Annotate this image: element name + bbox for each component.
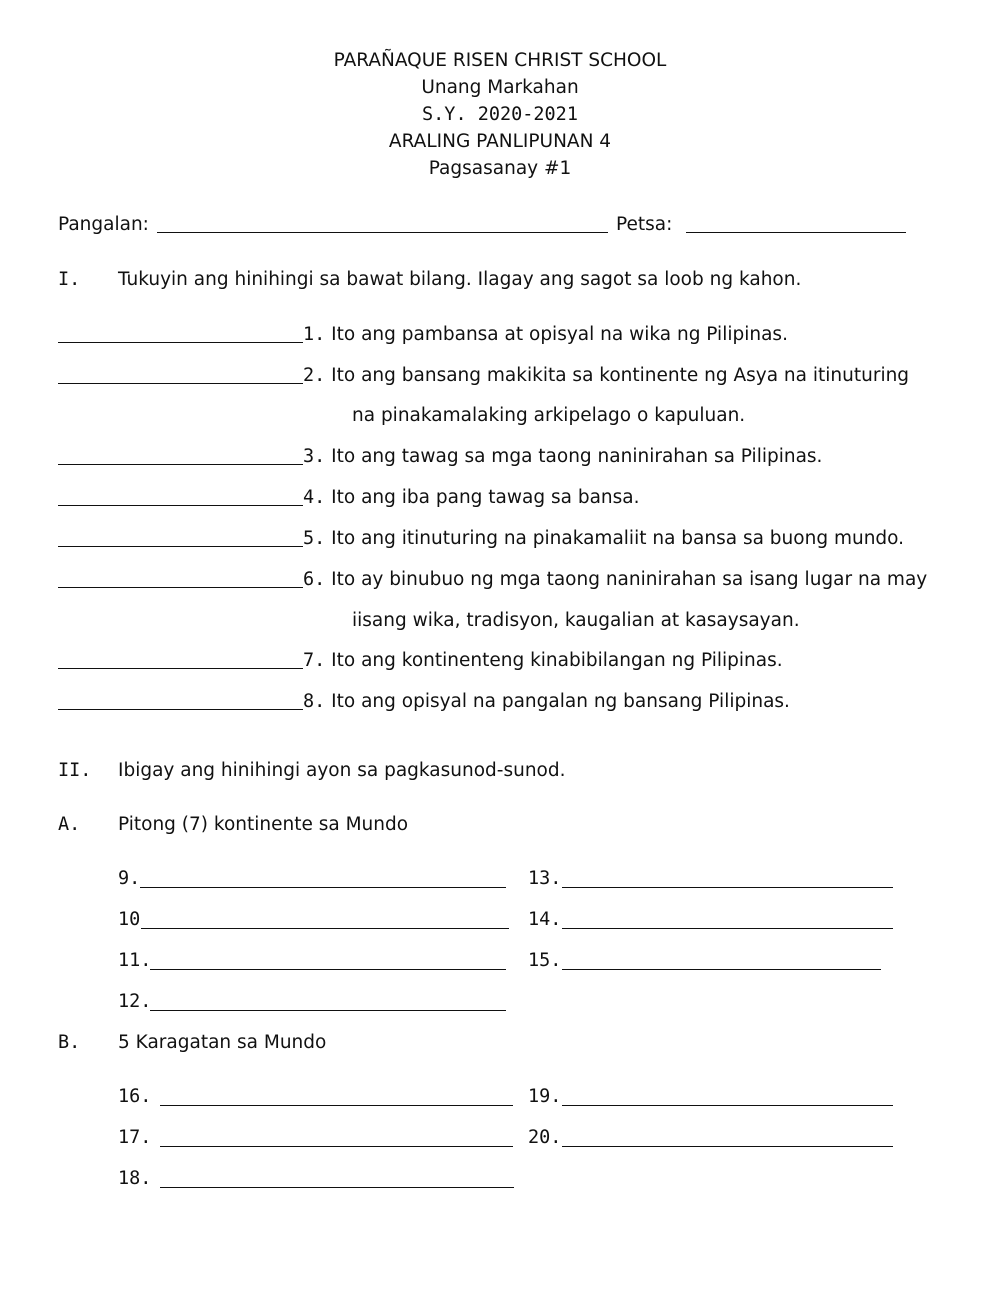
item-number: 11. [118,950,152,971]
ocean-blank-19[interactable] [562,1105,893,1106]
answer-blank-2[interactable] [58,383,303,384]
continent-blank-9[interactable] [140,887,506,888]
continent-blank-11[interactable] [150,969,506,970]
item-number: 12. [118,991,152,1012]
question-text: Ito ang pambansa at opisyal na wika ng Pilipinas. [331,324,788,345]
item-number: 10 [118,909,141,930]
question-text: Ito ay binubuo ng mga taong naninirahan sa isang lugar na may [331,569,928,590]
item-number: 20. [528,1127,562,1148]
question-number: 2. [303,365,326,386]
ocean-blank-16[interactable] [160,1105,513,1106]
item-number: 18. [118,1168,152,1189]
answer-blank-3[interactable] [58,464,303,465]
item-number: 17. [118,1127,152,1148]
ocean-blank-20[interactable] [562,1146,893,1147]
subject-title: ARALING PANLIPUNAN 4 [388,131,612,152]
name-field[interactable] [157,232,608,233]
continent-blank-12[interactable] [150,1010,506,1011]
part1-instruction: Tukuyin ang hinihingi sa bawat bilang. Ilagay ang sagot sa loob ng kahon. [118,269,802,290]
item-number: 16. [118,1086,152,1107]
question-text: Ito ang tawag sa mga taong naninirahan sa Pilipinas. [331,446,823,467]
item-number: 15. [528,950,562,971]
item-number: 14. [528,909,562,930]
item-number: 13. [528,868,562,889]
continent-blank-14[interactable] [562,928,893,929]
date-label: Petsa: [616,214,673,235]
answer-blank-7[interactable] [58,668,303,669]
item-number: 19. [528,1086,562,1107]
part1-numeral: I. [58,269,81,290]
section-b-title: 5 Karagatan sa Mundo [118,1032,327,1053]
question-text-continued: iisang wika, tradisyon, kaugalian at kasaysayan. [352,610,800,631]
question-number: 1. [303,324,326,345]
ocean-blank-18[interactable] [160,1187,514,1188]
part2-numeral: II. [58,760,92,781]
answer-blank-1[interactable] [58,342,303,343]
question-text: Ito ang bansang makikita sa kontinente ng Asya na itinuturing [331,365,910,386]
section-a-title: Pitong (7) kontinente sa Mundo [118,814,409,835]
question-number: 7. [303,650,326,671]
part2-instruction: Ibigay ang hinihingi ayon sa pagkasunod-sunod. [118,760,566,781]
question-text-continued: na pinakamalaking arkipelago o kapuluan. [352,405,746,426]
date-field[interactable] [686,232,906,233]
name-label: Pangalan: [58,214,149,235]
continent-blank-10[interactable] [141,928,509,929]
question-text: Ito ang iba pang tawag sa bansa. [331,487,640,508]
exercise-title: Pagsasanay #1 [428,158,572,179]
answer-blank-4[interactable] [58,505,303,506]
quarter-label: Unang Markahan [421,77,579,98]
question-number: 8. [303,691,326,712]
answer-blank-8[interactable] [58,709,303,710]
question-number: 6. [303,569,326,590]
question-number: 5. [303,528,326,549]
continent-blank-13[interactable] [562,887,893,888]
question-number: 4. [303,487,326,508]
school-year: S.Y. 2020-2021 [422,104,578,125]
section-b-letter: B. [58,1032,81,1053]
question-number: 3. [303,446,326,467]
answer-blank-5[interactable] [58,546,303,547]
ocean-blank-17[interactable] [160,1146,513,1147]
question-text: Ito ang itinuturing na pinakamaliit na bansa sa buong mundo. [331,528,905,549]
question-text: Ito ang opisyal na pangalan ng bansang Pilipinas. [331,691,790,712]
continent-blank-15[interactable] [562,969,881,970]
section-a-letter: A. [58,814,81,835]
item-number: 9. [118,868,141,889]
school-name: PARAÑAQUE RISEN CHRIST SCHOOL [333,50,667,71]
answer-blank-6[interactable] [58,587,303,588]
question-text: Ito ang kontinenteng kinabibilangan ng Pilipinas. [331,650,783,671]
